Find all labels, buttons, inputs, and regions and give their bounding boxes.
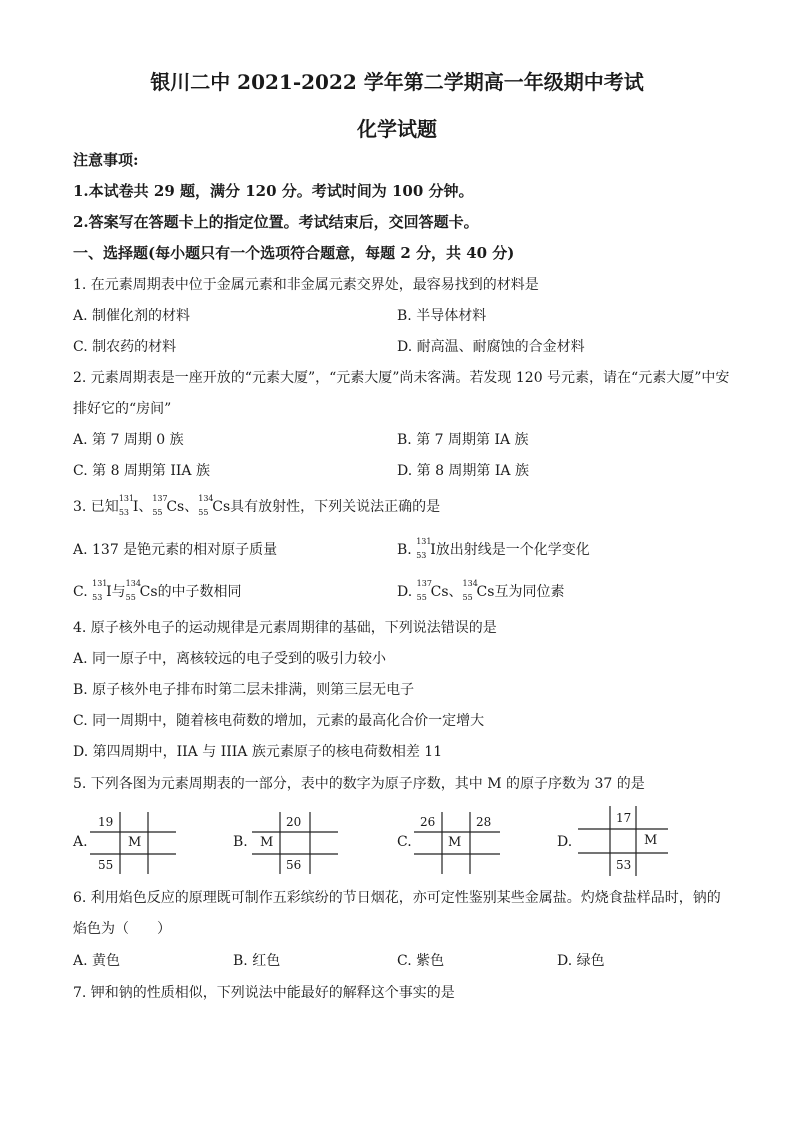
q2-stem-line1: 2. 元素周期表是一座开放的“元素大厦”，“元素大厦”尚未客满。若发现 120 号元素，请在“元素大厦”中安 <box>73 370 730 386</box>
q5-b-bottom-number: 56 <box>286 858 302 872</box>
q6-option-c: C. 紫色 <box>397 953 445 969</box>
q1-option-d: D. 耐高温、耐腐蚀的合金材料 <box>397 339 585 355</box>
q3-option-b: B. 131 53 I放出射线是一个化学变化 <box>397 537 590 560</box>
q6-option-a: A. 黄色 <box>73 953 121 969</box>
q4-stem: 4. 原子核外电子的运动规律是元素周期律的基础，下列说法错误的是 <box>73 620 497 636</box>
q3-option-c: C. 131 53 I与 134 55 Cs的中子数相同 <box>73 579 242 602</box>
q5-c-right-number: 28 <box>476 815 492 829</box>
q1-option-b: B. 半导体材料 <box>397 308 487 324</box>
q3-stem-prefix: 3. 已知 <box>73 499 119 515</box>
q5-grid-b <box>252 812 338 874</box>
notes-heading: 注意事项: <box>73 151 139 169</box>
q4-option-c: C. 同一周期中，随着核电荷数的增加，元素的最高化合价一定增大 <box>73 713 485 729</box>
q6-option-b: B. 红色 <box>233 953 281 969</box>
q5-option-d-label: D. <box>557 834 573 850</box>
q4-option-d: D. 第四周期中，IIA 与 IIIA 族元素原子的核电荷数相差 11 <box>73 744 443 760</box>
isotope-cs134: 134 55 <box>198 494 214 517</box>
q7-stem: 7. 钾和钠的性质相似，下列说法中能最好的解释这个事实的是 <box>73 985 455 1001</box>
q2-option-c: C. 第 8 周期第 IIA 族 <box>73 463 210 479</box>
q2-stem-line2: 排好它的“房间” <box>73 401 172 417</box>
q5-a-bottom-number: 55 <box>98 858 114 872</box>
isotope-cs137: 137 55 <box>152 494 168 517</box>
q5-option-c-label: C. <box>397 834 412 850</box>
q3-option-a: A. 137 是铯元素的相对原子质量 <box>73 542 278 558</box>
q5-d-m: M <box>644 833 658 848</box>
q5-b-top-number: 20 <box>286 815 302 829</box>
q5-grid-a <box>90 812 176 874</box>
notes-item-2: 2.答案写在答题卡上的指定位置。考试结束后，交回答题卡。 <box>73 213 479 231</box>
q1-option-a: A. 制催化剂的材料 <box>73 308 191 324</box>
q4-option-a: A. 同一原子中，离核较远的电子受到的吸引力较小 <box>73 651 387 667</box>
q3-stem-suffix: 具有放射性，下列关说法正确的是 <box>230 499 441 515</box>
q5-option-a-label: A. <box>73 834 88 850</box>
q5-a-top-number: 19 <box>98 815 114 829</box>
q5-c-left-number: 26 <box>420 815 436 829</box>
q2-option-d: D. 第 8 周期第 IA 族 <box>397 463 529 479</box>
isotope-i131: 131 53 <box>118 494 135 517</box>
q6-stem-line1: 6. 利用焰色反应的原理既可制作五彩缤纷的节日烟花，亦可定性鉴别某些金属盐。灼烧食盐样品时，钠的 <box>73 890 721 906</box>
q1-stem: 1. 在元素周期表中位于金属元素和非金属元素交界处，最容易找到的材料是 <box>73 277 539 293</box>
q4-option-b: B. 原子核外电子排布时第二层未排满，则第三层无电子 <box>73 682 415 698</box>
q2-option-b: B. 第 7 周期第 IA 族 <box>397 432 529 448</box>
q5-c-m: M <box>448 835 462 850</box>
exam-subtitle: 化学试题 <box>357 117 437 141</box>
q5-b-m: M <box>260 835 274 850</box>
q2-option-a: A. 第 7 周期 0 族 <box>73 432 184 448</box>
notes-item-1: 1.本试卷共 29 题，满分 120 分。考试时间为 100 分钟。 <box>73 182 474 200</box>
q5-d-top-number: 17 <box>616 811 632 825</box>
q5-grid-c <box>414 812 500 874</box>
q1-option-c: C. 制农药的材料 <box>73 339 177 355</box>
q3-stem: 3. 已知 131 53 I、 137 55 Cs、 134 55 Cs具有放射性，下列关说法正确的是 <box>73 494 441 517</box>
section-heading: 一、选择题(每小题只有一个选项符合题意，每题 2 分，共 40 分) <box>73 244 515 262</box>
q3-option-d: D. 137 55 Cs、 134 55 Cs互为同位素 <box>397 579 565 602</box>
q6-option-d: D. 绿色 <box>557 953 605 969</box>
q5-grid-d <box>578 806 668 876</box>
q6-stem-line2: 焰色为（ ） <box>73 921 171 937</box>
q5-d-bottom-number: 53 <box>616 858 632 872</box>
exam-title: 银川二中 2021-2022 学年第二学期高一年级期中考试 <box>150 70 644 94</box>
q5-stem: 5. 下列各图为元素周期表的一部分，表中的数字为原子序数，其中 M 的原子序数为 37 的是 <box>73 776 645 792</box>
q5-a-m: M <box>128 835 142 850</box>
q5-option-b-label: B. <box>233 834 248 850</box>
